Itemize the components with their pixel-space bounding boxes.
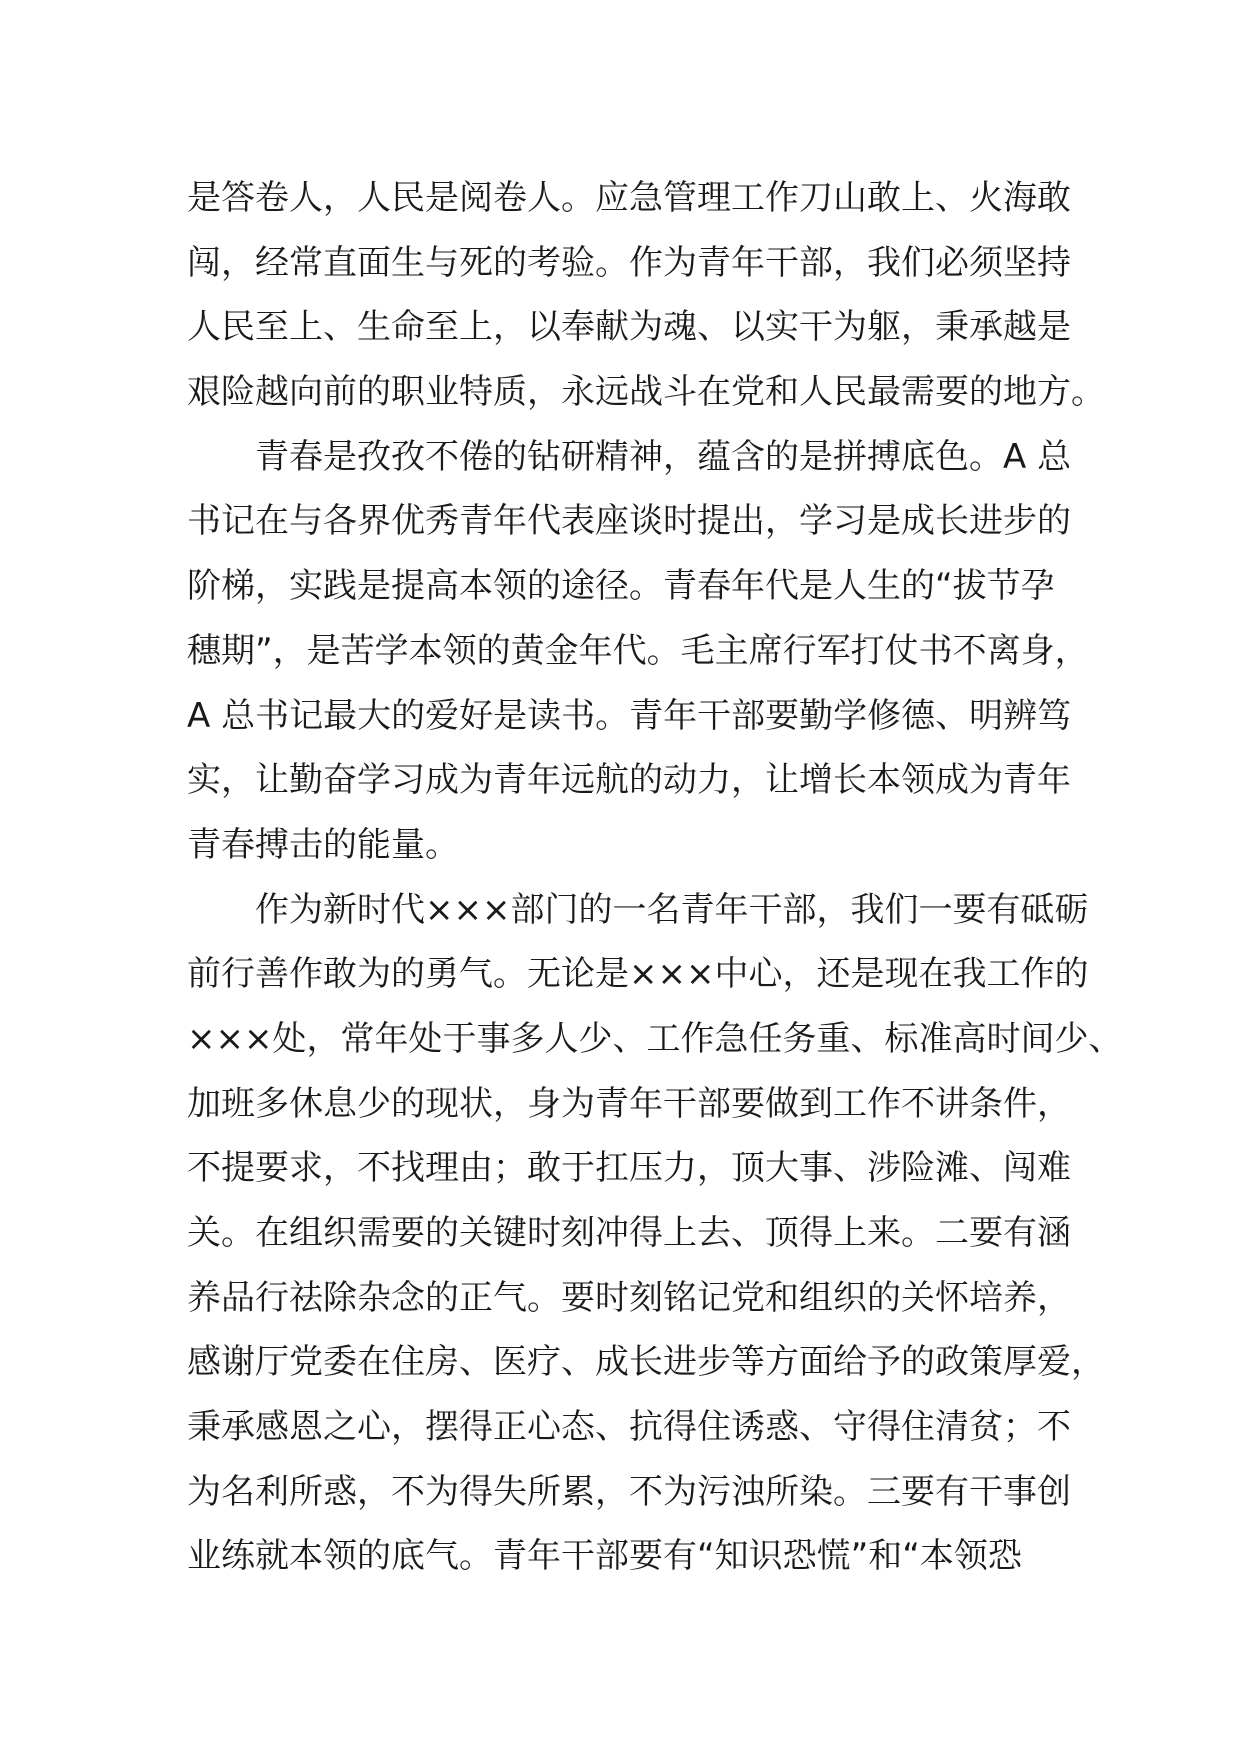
- text-line: 阶梯，实践是提高本领的途径。青春年代是人生的“拔节孕: [187, 566, 1055, 607]
- text-line: 实，让勤奋学习成为青年远航的动力，让增长本领成为青年: [187, 760, 1071, 801]
- text-line: 书记在与各界优秀青年代表座谈时提出，学习是成长进步的: [187, 501, 1071, 542]
- text-line: ×××处，常年处于事多人少、工作急任务重、标准高时间少、: [187, 1018, 1123, 1059]
- text-line: 秉承感恩之心，摆得正心态、抗得住诱惑、守得住清贫；不: [187, 1407, 1071, 1448]
- text-line: 艰险越向前的职业特质，永远战斗在党和人民最需要的地方。: [187, 372, 1105, 413]
- text-line: 不提要求，不找理由；敢于扛压力，顶大事、涉险滩、闯难: [187, 1148, 1071, 1189]
- text-line: 穗期”，是苦学本领的黄金年代。毛主席行军打仗书不离身，: [187, 630, 1089, 671]
- text-line: 人民至上、生命至上，以奉献为魂、以实干为躯，秉承越是: [187, 307, 1071, 348]
- text-line: 加班多休息少的现状，身为青年干部要做到工作不讲条件，: [187, 1083, 1071, 1124]
- paragraph-first-line: 作为新时代×××部门的一名青年干部，我们一要有砥砺: [255, 889, 1089, 930]
- text-line: A 总书记最大的爱好是读书。青年干部要勤学修德、明辨笃: [187, 695, 1072, 736]
- text-line: 前行善作敢为的勇气。无论是×××中心，还是现在我工作的: [187, 954, 1089, 995]
- text-line: 青春搏击的能量。: [187, 824, 459, 865]
- text-line: 感谢厅党委在住房、医疗、成长进步等方面给予的政策厚爱，: [187, 1342, 1105, 1383]
- text-line: 养品行祛除杂念的正气。要时刻铭记党和组织的关怀培养，: [187, 1277, 1071, 1318]
- text-line: 关。在组织需要的关键时刻冲得上去、顶得上来。二要有涵: [187, 1213, 1071, 1253]
- text-line: 业练就本领的底气。青年干部要有“知识恐慌”和“本领恐: [187, 1536, 1022, 1577]
- body-text: [187, 166, 1123, 1589]
- paragraph-first-line: 青春是孜孜不倦的钻研精神，蕴含的是拼搏底色。A 总: [255, 436, 1072, 477]
- text-line: 是答卷人，人民是阅卷人。应急管理工作刀山敢上、火海敢: [187, 178, 1071, 218]
- text-line: 为名利所惑，不为得失所累，不为污浊所染。三要有干事创: [187, 1471, 1071, 1512]
- text-line: 闯，经常直面生与死的考验。作为青年干部，我们必须坚持: [187, 242, 1071, 283]
